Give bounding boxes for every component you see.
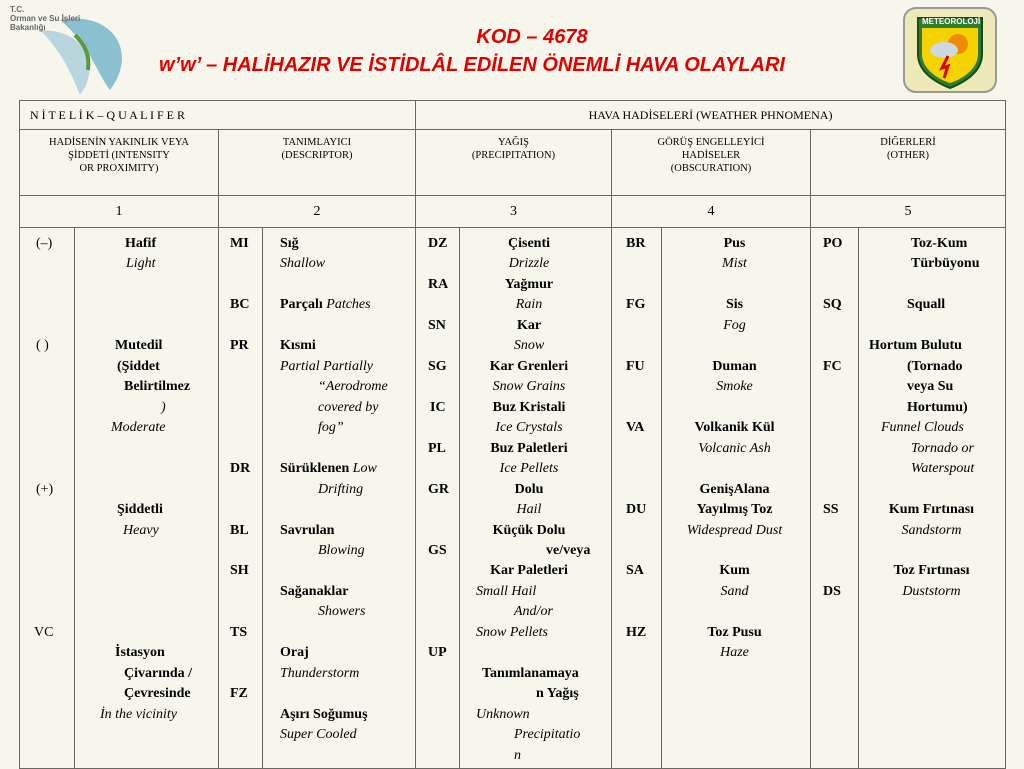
ministry-name: T.C. Orman ve Su İşleri Bakanlığı bbox=[10, 5, 81, 32]
precip-subheader: YAĞIŞ (PRECIPITATION) bbox=[416, 130, 612, 196]
intensity-code: (+) bbox=[36, 482, 54, 497]
precip-code: RA bbox=[428, 277, 449, 292]
intensity-codes-cell bbox=[20, 228, 75, 769]
obscur-code: FU bbox=[626, 359, 645, 374]
descriptor-codes-cell bbox=[219, 228, 263, 769]
obscur-code: VA bbox=[626, 420, 645, 435]
obscur-subheader: GÖRÜŞ ENGELLEYİCİ HADİSELER (OBSCURATION) bbox=[612, 130, 811, 196]
obscur-codes-cell bbox=[612, 228, 662, 769]
precip-code: GR bbox=[428, 482, 449, 497]
precip-code: SN bbox=[428, 318, 446, 333]
precip-code: UP bbox=[428, 645, 447, 660]
column-number: 1 bbox=[20, 196, 219, 228]
precip-codes-cell bbox=[416, 228, 460, 769]
precip-code: DZ bbox=[428, 236, 448, 251]
intensity-code: ( ) bbox=[36, 338, 49, 353]
other-code: SS bbox=[823, 502, 839, 517]
obscur-code: HZ bbox=[626, 625, 647, 640]
descriptor-subheader: TANIMLAYICI (DESCRIPTOR) bbox=[219, 130, 416, 196]
intensity-code: (–) bbox=[36, 236, 53, 251]
qualifier-header: N İ T E L İ K – Q U A L I F E R bbox=[20, 101, 416, 130]
column-number: 5 bbox=[811, 196, 1006, 228]
ministry-logo bbox=[0, 0, 140, 100]
other-code: PO bbox=[823, 236, 843, 251]
descriptor-code: TS bbox=[230, 625, 248, 640]
weather-code-table bbox=[19, 100, 1006, 769]
other-desc-cell: Toz-Kum Türbüyonu Squall Hortum Bulutu (Tornado veya Su Hortumu) Funnel Clouds Tornado or Waterspout Kum Fırtınası Sandstorm Toz Fırtınası Duststorm bbox=[859, 228, 1006, 769]
obscur-code: FG bbox=[626, 297, 646, 312]
obscur-desc-cell: Pus Mist Sis Fog Duman Smoke Volkanik Kül Volcanic Ash GenişAlana Yayılmış Toz Widespread Dust Kum Sand Toz Pusu Haze bbox=[662, 228, 811, 769]
other-code: SQ bbox=[823, 297, 842, 312]
descriptor-code: SH bbox=[230, 563, 249, 578]
descriptor-code: FZ bbox=[230, 686, 248, 701]
other-code: DS bbox=[823, 584, 841, 599]
obscur-code: BR bbox=[626, 236, 646, 251]
precip-desc-cell: Çisenti Drizzle Yağmur Rain Kar Snow Kar Grenleri Snow Grains Buz Kristali Ice Crystals Buz Paletleri Ice Pellets Dolu Hail Küçük Dolu ve/veya Kar Paletleri Small Hail And/or Snow Pellets Tanımlanamaya n Yağış Unknown Precipitatio n bbox=[460, 228, 612, 769]
other-subheader: DİĞERLERİ (OTHER) bbox=[811, 130, 1006, 196]
title-code: KOD – 4678 bbox=[476, 26, 588, 48]
other-codes-cell bbox=[811, 228, 859, 769]
phenomena-header: HAVA HADİSELERİ (WEATHER PHNOMENA) bbox=[416, 101, 1006, 130]
column-number: 2 bbox=[219, 196, 416, 228]
precip-code: GS bbox=[428, 543, 447, 558]
descriptor-desc-cell: Sığ Shallow Parçalı Patches Kısmi Partial Partially “Aerodrome covered by fog” Sürüklenen Low Drifting Savrulan Blowing Sağanaklar Showers Oraj Thunderstorm Aşırı Soğumuş Super Cooled bbox=[263, 228, 416, 769]
obscur-code: SA bbox=[626, 563, 644, 578]
precip-code: SG bbox=[428, 359, 447, 374]
meteoroloji-logo bbox=[900, 4, 1000, 96]
intensity-code: VC bbox=[34, 625, 54, 640]
intensity-desc-cell: Hafif Light Mutedil (Şiddet Belirtilmez ) Moderate Şiddetli Heavy İstasyon Çivarında / Çevresinde İn the vicinity bbox=[75, 228, 219, 769]
other-code: FC bbox=[823, 359, 842, 374]
descriptor-code: BL bbox=[230, 523, 249, 538]
descriptor-code: BC bbox=[230, 297, 250, 312]
precip-code: IC bbox=[430, 400, 446, 415]
descriptor-code: PR bbox=[230, 338, 249, 353]
intensity-subheader: HADİSENİN YAKINLIK VEYA ŞİDDETİ (INTENSITY OR PROXIMITY) bbox=[20, 130, 219, 196]
meteoroloji-label: METEOROLOJİ bbox=[922, 17, 981, 26]
obscur-code: DU bbox=[626, 502, 647, 517]
column-number: 3 bbox=[416, 196, 612, 228]
title-main: w’w’ – HALİHAZIR VE İSTİDLÂL EDİLEN ÖNEMLİ HAVA OLAYLARI bbox=[159, 54, 785, 76]
column-number: 4 bbox=[612, 196, 811, 228]
descriptor-code: MI bbox=[230, 236, 249, 251]
descriptor-code: DR bbox=[230, 461, 251, 476]
precip-code: PL bbox=[428, 441, 446, 456]
